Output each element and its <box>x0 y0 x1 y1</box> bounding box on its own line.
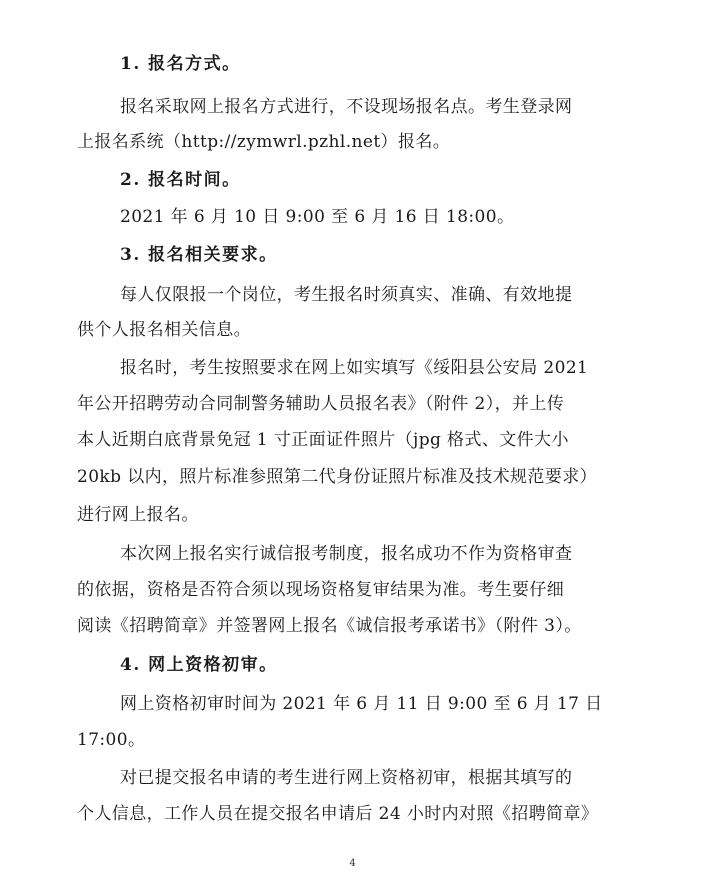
page-number: 4 <box>349 858 356 869</box>
paragraph-line: 年公开招聘劳动合同制警务辅助人员报名表》（附件 2），并上传 <box>77 394 565 414</box>
paragraph-line: 本人近期白底背景免冠 1 寸正面证件照片（jpg 格式、文件大小 <box>77 430 569 450</box>
section-heading-online-qualification-review: 4. 网上资格初审。 <box>120 655 278 675</box>
paragraph-line: 网上资格初审时间为 2021 年 6 月 11 日 9:00 至 6 月 17 日 <box>120 694 603 714</box>
paragraph-line: 上报名系统（http://zymwrl.pzhl.net）报名。 <box>77 132 451 152</box>
paragraph-line: 20kb 以内，照片标准参照第二代身份证照片标准及技术规范要求） <box>77 467 598 487</box>
section-heading-registration-time: 2. 报名时间。 <box>120 170 241 190</box>
paragraph-line: 个人信息，工作人员在提交报名申请后 24 小时内对照《招聘简章》 <box>77 804 599 824</box>
paragraph-line: 每人仅限报一个岗位，考生报名时须真实、准确、有效地提 <box>120 285 573 305</box>
paragraph-line: 的依据，资格是否符合须以现场资格复审结果为准。考生要仔细 <box>77 580 565 600</box>
paragraph-line: 进行网上报名。 <box>77 505 199 525</box>
paragraph-line: 17:00。 <box>77 730 146 750</box>
paragraph-line: 报名时，考生按照要求在网上如实填写《绥阳县公安局 2021 <box>120 358 589 378</box>
paragraph-line: 报名采取网上报名方式进行，不设现场报名点。考生登录网 <box>120 97 573 117</box>
paragraph-line: 本次网上报名实行诚信报考制度，报名成功不作为资格审查 <box>120 544 573 564</box>
paragraph-line: 供个人报名相关信息。 <box>77 320 251 340</box>
paragraph-line: 2021 年 6 月 10 日 9:00 至 6 月 16 日 18:00。 <box>120 207 515 227</box>
section-heading-registration-requirements: 3. 报名相关要求。 <box>120 245 278 265</box>
section-heading-registration-method: 1. 报名方式。 <box>120 54 241 74</box>
paragraph-line: 对已提交报名申请的考生进行网上资格初审，根据其填写的 <box>120 768 573 788</box>
paragraph-line: 阅读《招聘简章》并签署网上报名《诚信报考承诺书》（附件 3）。 <box>77 616 582 636</box>
